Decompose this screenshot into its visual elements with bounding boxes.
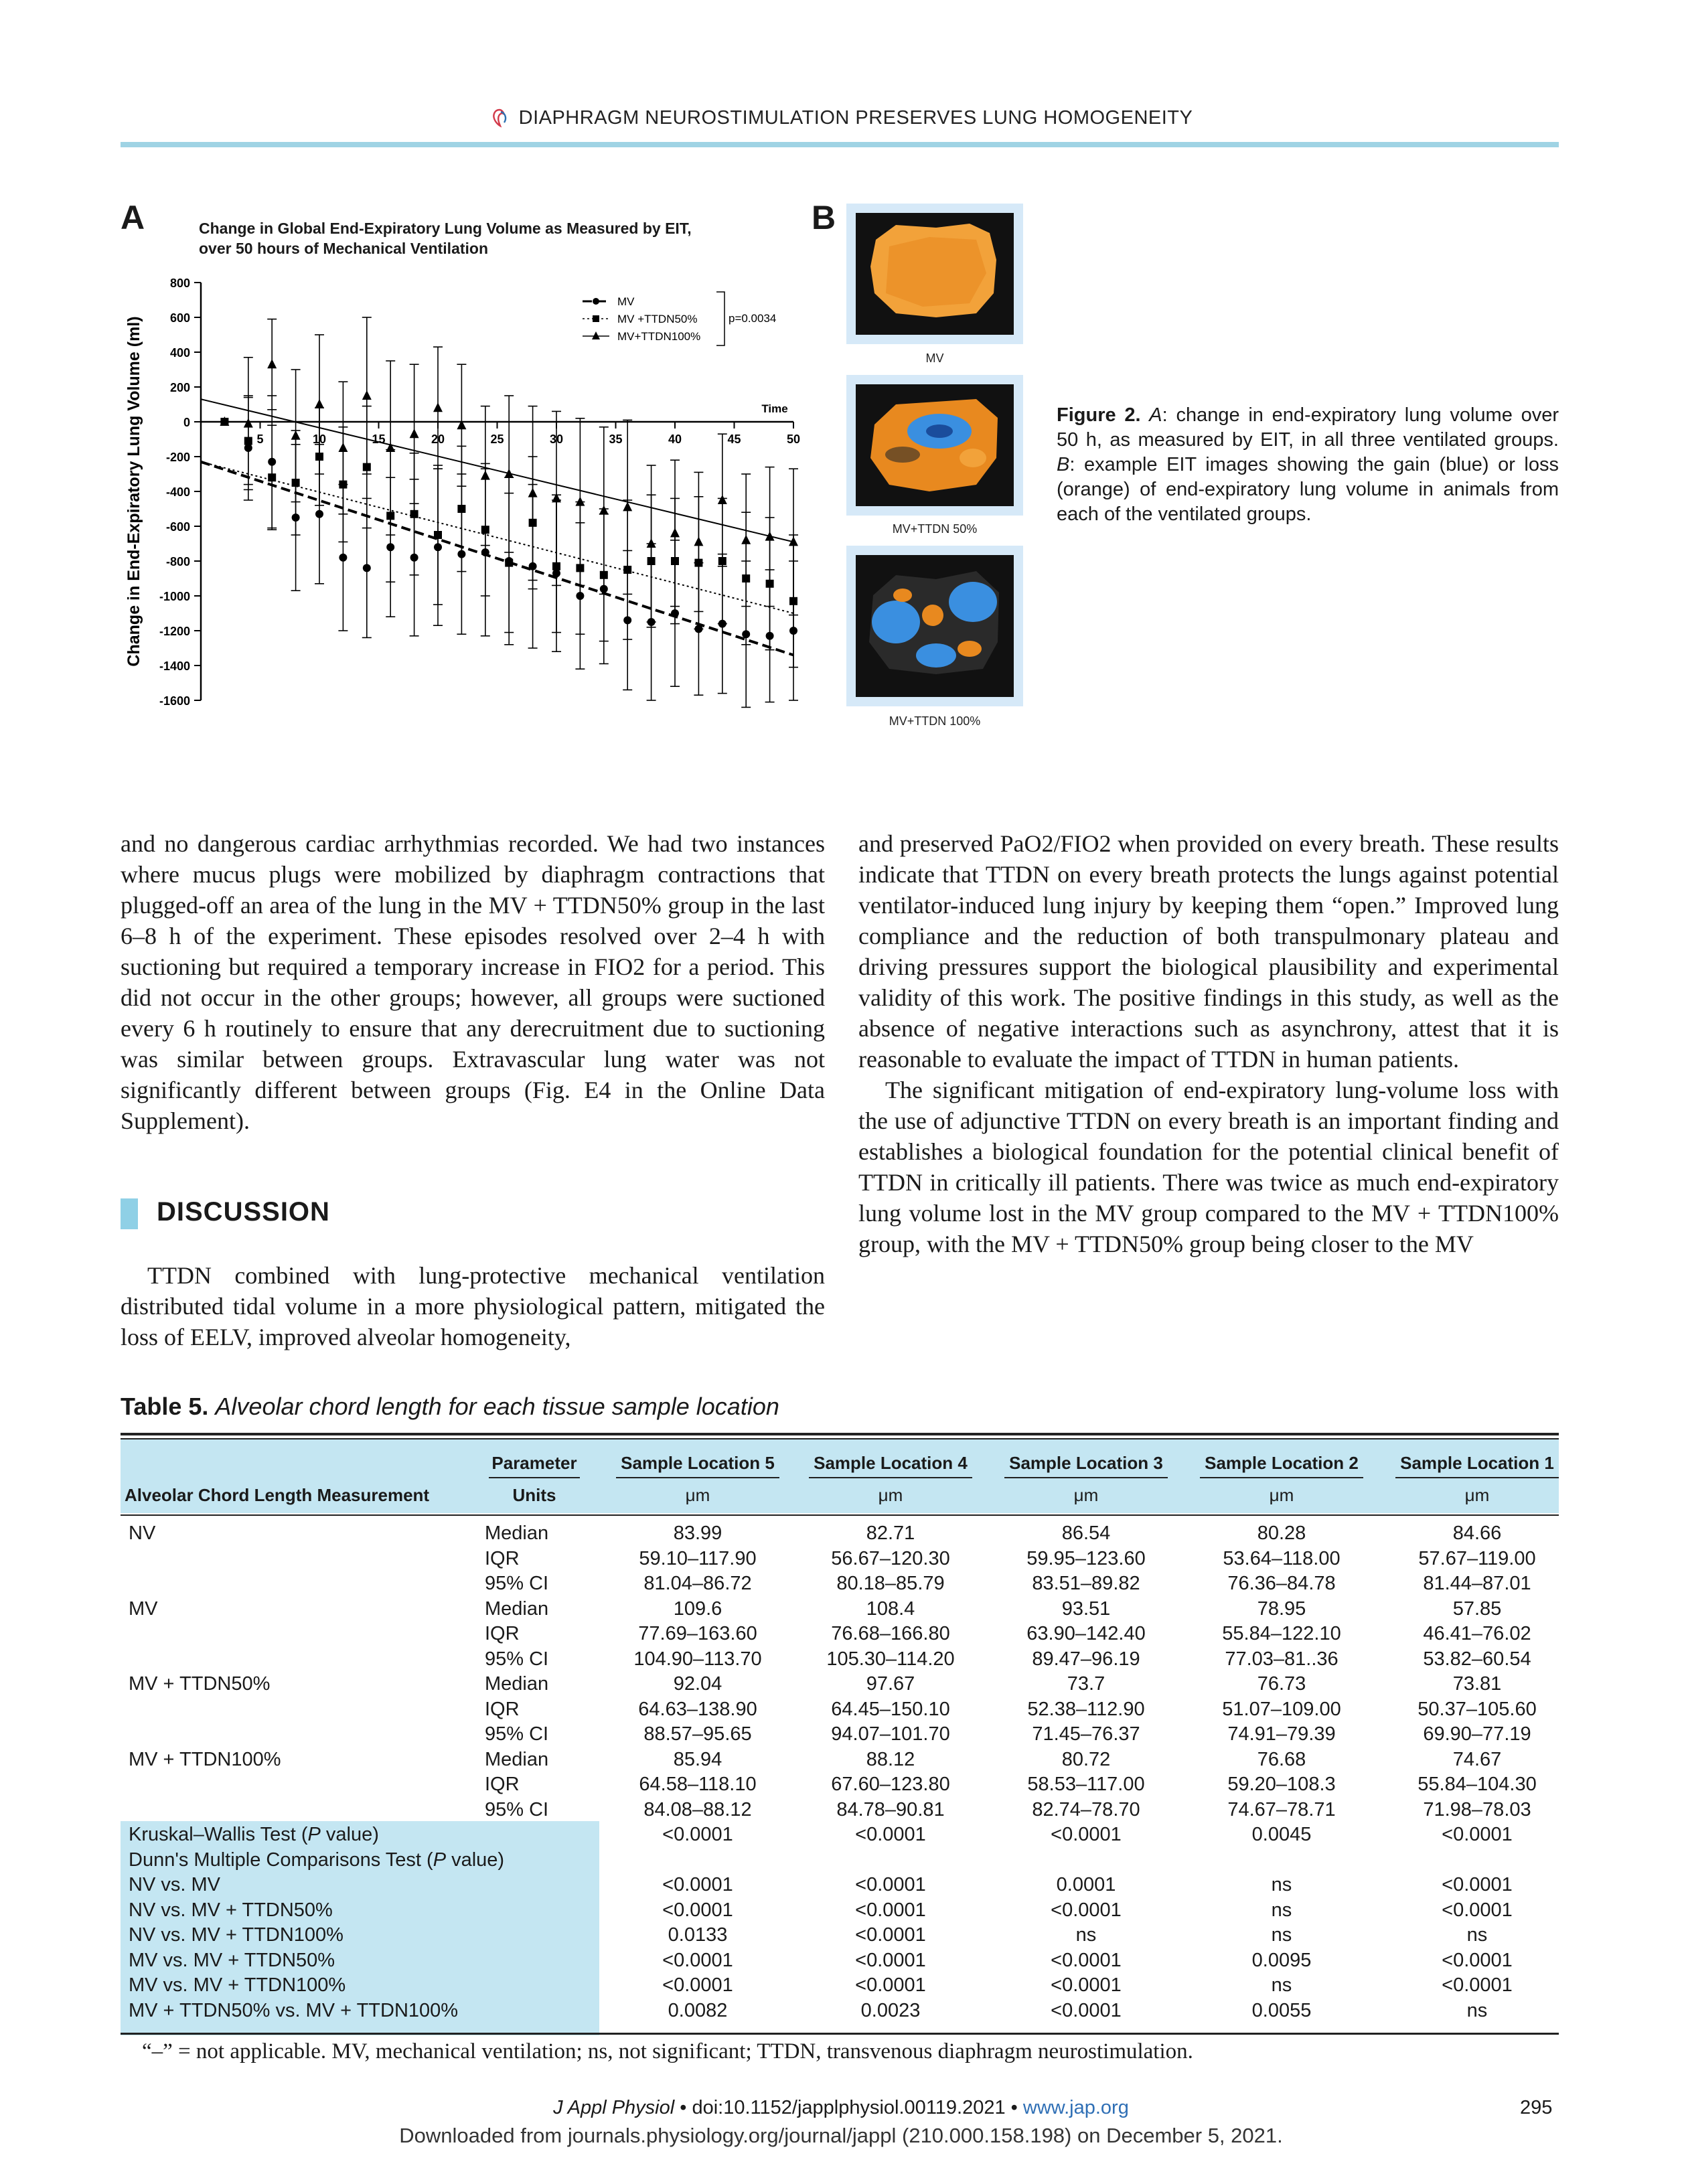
table-cell: 84.78–90.81 xyxy=(836,1798,945,1820)
data-point-square xyxy=(457,505,465,513)
table-cell: <0.0001 xyxy=(662,1899,733,1921)
table-cell: 76.36–84.78 xyxy=(1227,1573,1336,1594)
table-cell: <0.0001 xyxy=(662,1874,733,1895)
y-tick-label: -1600 xyxy=(159,694,190,708)
table-cell: 58.53–117.00 xyxy=(1027,1774,1145,1795)
table-cell: 84.08–88.12 xyxy=(643,1798,752,1820)
table-cell: <0.0001 xyxy=(1051,1899,1122,1921)
table-cell: <0.0001 xyxy=(662,1974,733,1996)
column-header-underline xyxy=(809,1477,972,1478)
table-cell: <0.0001 xyxy=(662,1824,733,1845)
table-cell: 105.30–114.20 xyxy=(826,1648,955,1670)
table-cell: 0.0082 xyxy=(668,1999,728,2021)
table-cell: 108.4 xyxy=(866,1597,915,1620)
table-cell: 67.60–123.80 xyxy=(831,1774,950,1795)
data-point-triangle xyxy=(433,402,443,412)
caption-a-letter: A xyxy=(1149,404,1162,426)
data-point-square xyxy=(505,559,513,567)
table-cell: ns xyxy=(1075,1924,1097,1946)
chart-title-line-1: Change in Global End-Expiratory Lung Volume as Measured by EIT, xyxy=(199,220,692,237)
column-header: Sample Location 5 xyxy=(621,1453,775,1473)
x-tick-label: 45 xyxy=(727,433,741,446)
table-cell: 77.03–81..36 xyxy=(1225,1648,1339,1670)
table-cell: 71.98–78.03 xyxy=(1423,1798,1531,1820)
body-left-column-lower xyxy=(121,1260,825,1352)
caption-b-letter: B xyxy=(1057,454,1070,475)
data-point-triangle xyxy=(575,497,585,506)
table-cell: 76.68–166.80 xyxy=(831,1623,950,1644)
group-label: MV xyxy=(129,1597,158,1620)
table-cell: <0.0001 xyxy=(1442,1874,1513,1895)
data-point-square xyxy=(410,510,418,518)
y-tick-label: -600 xyxy=(165,520,190,534)
parameter-label: IQR xyxy=(485,1547,520,1569)
table-cell: 93.51 xyxy=(1061,1597,1111,1620)
table-cell: <0.0001 xyxy=(1442,1949,1513,1971)
table-cell: 104.90–113.70 xyxy=(633,1648,762,1670)
section-heading: DISCUSSION xyxy=(157,1197,330,1227)
body-paragraph: The significant mitigation of end-expiratory lung-volume loss with the use of adjunctive TTDN on every breath is an important finding and establishes a biological foundation for the potential clinical benefit of TTDN in critically ill patients. There was twice as much end-expiratory lung volume lost in the MV group compared to the MV + TTDN100% group, with the MV + TTDN50% group being closer to the MV xyxy=(858,1077,1559,1257)
data-point-triangle xyxy=(244,418,253,428)
column-header: Sample Location 3 xyxy=(1009,1453,1163,1473)
trend-line-2 xyxy=(201,399,793,542)
table-cell: 0.0133 xyxy=(668,1924,728,1946)
doi-text: • doi:10.1152/japplphysiol.00119.2021 • xyxy=(674,2097,1023,2118)
y-tick-label: 200 xyxy=(169,381,190,394)
comparison-label: NV vs. MV + TTDN50% xyxy=(129,1899,333,1921)
page-footer xyxy=(0,2097,1682,2119)
x-tick-label: 10 xyxy=(312,433,327,446)
column-unit: μm xyxy=(1269,1485,1294,1505)
download-notice: Downloaded from journals.physiology.org/journal/jappl (210.000.158.198) on December 5, 2021. xyxy=(399,2124,1283,2147)
body-left-column xyxy=(121,828,825,1136)
p-value-annotation: p=0.0034 xyxy=(729,312,777,325)
table-cell: 81.44–87.01 xyxy=(1423,1573,1531,1594)
table-label: Table 5. xyxy=(121,1393,209,1420)
y-tick-label: -1400 xyxy=(159,659,190,673)
table-cell: 74.67 xyxy=(1452,1748,1502,1770)
table-cell: 46.41–76.02 xyxy=(1423,1623,1531,1644)
table-cell: 76.73 xyxy=(1257,1673,1306,1695)
data-point-square xyxy=(434,531,442,539)
header-rule xyxy=(121,142,1559,147)
table-cell: 56.67–120.30 xyxy=(831,1547,950,1569)
y-tick-label: -400 xyxy=(165,485,190,499)
table-cell: 59.10–117.90 xyxy=(639,1547,757,1569)
caption-b-text: : example EIT images showing the gain (blue) or loss (orange) of end-expiratory lung volume in animals from each of the ventilated groups. xyxy=(1057,454,1559,525)
comparison-label: NV vs. MV + TTDN100% xyxy=(129,1924,343,1946)
y-axis-label: Change in End-Expiratory Lung Volume (ml) xyxy=(125,316,143,667)
table-cell: 80.72 xyxy=(1061,1748,1111,1770)
data-point-triangle xyxy=(647,538,656,548)
legend-entry: MV +TTDN50% xyxy=(617,313,698,325)
eit-image-ttdn100 xyxy=(846,546,1023,706)
table-cell: 50.37–105.60 xyxy=(1418,1698,1537,1720)
table-cell: 55.84–104.30 xyxy=(1418,1774,1537,1795)
y-tick-label: -1000 xyxy=(159,590,190,603)
table-cell: 88.12 xyxy=(866,1748,915,1770)
parameter-label: 95% CI xyxy=(485,1723,549,1745)
panel-b-letter: B xyxy=(812,199,836,236)
data-point-triangle xyxy=(315,399,324,408)
table-cell: 74.67–78.71 xyxy=(1227,1798,1336,1820)
row-header: Alveolar Chord Length Measurement xyxy=(125,1485,430,1505)
table-cell: 53.64–118.00 xyxy=(1223,1547,1341,1569)
parameter-label: 95% CI xyxy=(485,1798,549,1820)
table-cell: 83.51–89.82 xyxy=(1032,1573,1140,1594)
data-point-triangle xyxy=(599,505,609,515)
eit-image-mv xyxy=(846,204,1023,344)
journal-url-link[interactable]: www.jap.org xyxy=(1022,2097,1129,2118)
chart-title xyxy=(199,218,868,258)
data-point-square xyxy=(268,473,276,481)
data-point-triangle xyxy=(362,390,372,400)
table-cell: 86.54 xyxy=(1061,1523,1111,1544)
table-title xyxy=(121,1393,779,1421)
x-tick-label: 50 xyxy=(786,433,801,446)
column-header-underline xyxy=(1395,1477,1559,1478)
table-caption: Alveolar chord length for each tissue sample location xyxy=(215,1393,779,1420)
running-head-text: DIAPHRAGM NEUROSTIMULATION PRESERVES LUNG HOMOGENEITY xyxy=(518,107,1193,129)
data-point-circle xyxy=(363,564,371,572)
x-tick-label: 35 xyxy=(609,433,623,446)
column-header: Sample Location 1 xyxy=(1400,1453,1554,1473)
table-cell: 71.45–76.37 xyxy=(1032,1723,1140,1745)
eit-caption-ttdn100: MV+TTDN 100% xyxy=(889,714,981,728)
eit-lung-image-icon xyxy=(856,384,1014,506)
x-tick-label: 5 xyxy=(256,433,264,446)
data-point-triangle xyxy=(718,495,727,504)
data-point-triangle xyxy=(410,428,419,438)
table-cell: <0.0001 xyxy=(1051,1974,1122,1996)
table-cell: 53.82–60.54 xyxy=(1423,1648,1531,1670)
eit-caption-ttdn50: MV+TTDN 50% xyxy=(892,522,978,536)
table-cell: ns xyxy=(1466,1924,1488,1946)
body-paragraph: TTDN combined with lung-protective mechanical ventilation distributed tidal volume in a more physiological pattern, mitigated the loss of EELV, improved alveolar homogeneity, xyxy=(121,1262,825,1350)
x-tick-label: 15 xyxy=(372,433,386,446)
y-tick-label: 800 xyxy=(169,277,190,290)
table-cell: 64.63–138.90 xyxy=(638,1698,757,1720)
parameter-label: Median xyxy=(485,1748,549,1770)
caption-a-text: : change in end-expiratory lung volume over 50 h, as measured by EIT, in all three ventilated groups. xyxy=(1057,404,1559,451)
table-cell: <0.0001 xyxy=(662,1949,733,1971)
legend-entry: MV+TTDN100% xyxy=(617,330,701,343)
eit-lung-image-icon xyxy=(856,555,1014,697)
table-cell: 92.04 xyxy=(673,1673,722,1695)
table-cell: <0.0001 xyxy=(1051,1824,1122,1845)
figure-label: Figure 2. xyxy=(1057,404,1141,426)
section-marker xyxy=(121,1198,138,1229)
comparison-label: MV + TTDN50% vs. MV + TTDN100% xyxy=(129,1999,459,2021)
eit-caption-mv: MV xyxy=(925,352,944,365)
column-unit: μm xyxy=(685,1485,710,1505)
y-tick-label: -200 xyxy=(165,451,190,464)
table-cell: 84.66 xyxy=(1452,1523,1502,1544)
param-header-underline xyxy=(489,1477,580,1478)
table-cell: 76.68 xyxy=(1257,1748,1306,1770)
table-cell: 82.71 xyxy=(866,1523,915,1544)
group-label: NV xyxy=(129,1523,156,1544)
y-tick-label: 600 xyxy=(169,311,190,325)
y-tick-label: 400 xyxy=(169,346,190,360)
table-cell: ns xyxy=(1466,1999,1488,2021)
units-header: Units xyxy=(512,1485,556,1505)
table-cell: <0.0001 xyxy=(1442,1974,1513,1996)
eit-lung-image-icon xyxy=(856,213,1014,335)
table-cell: 88.57–95.65 xyxy=(643,1723,752,1745)
table-cell: 97.67 xyxy=(866,1673,915,1695)
data-point-triangle xyxy=(670,528,680,537)
table-cell: 0.0055 xyxy=(1251,1999,1312,2021)
group-label: MV + TTDN50% xyxy=(129,1673,271,1695)
column-header-underline xyxy=(1004,1477,1168,1478)
parameter-label: Median xyxy=(485,1523,549,1544)
table-cell: ns xyxy=(1271,1974,1292,1996)
data-point-triangle xyxy=(504,469,514,478)
table-cell: <0.0001 xyxy=(1051,1949,1122,1971)
parameter-label: IQR xyxy=(485,1698,520,1720)
column-header-underline xyxy=(1200,1477,1363,1478)
table-cell: <0.0001 xyxy=(855,1949,926,1971)
table-cell: <0.0001 xyxy=(855,1924,926,1946)
body-right-column xyxy=(858,828,1559,1259)
table-cell: 89.47–96.19 xyxy=(1032,1648,1140,1670)
table-cell: <0.0001 xyxy=(1051,1999,1122,2021)
comparison-label: NV vs. MV xyxy=(129,1874,220,1895)
panel-a-letter: A xyxy=(121,199,145,236)
table-header-rule xyxy=(121,1514,1559,1516)
figure-caption xyxy=(1057,403,1559,527)
column-unit: μm xyxy=(1073,1485,1099,1505)
table-cell: 0.0045 xyxy=(1251,1824,1312,1845)
column-header-underline xyxy=(616,1477,779,1478)
y-tick-label: 0 xyxy=(183,416,190,429)
table-cell: 73.81 xyxy=(1452,1673,1502,1695)
table-cell: 0.0095 xyxy=(1251,1949,1312,1971)
journal-logo-icon xyxy=(489,108,510,128)
column-header: Sample Location 2 xyxy=(1205,1453,1359,1473)
parameter-label: 95% CI xyxy=(485,1648,549,1670)
table-cell: 0.0001 xyxy=(1056,1874,1116,1895)
data-point-triangle xyxy=(267,359,277,368)
table-cell: <0.0001 xyxy=(855,1824,926,1845)
table-cell: 85.94 xyxy=(673,1748,722,1770)
table-cell: 59.95–123.60 xyxy=(1026,1547,1146,1569)
x-axis-label: Time xyxy=(761,402,788,415)
table-cell: 73.7 xyxy=(1067,1673,1105,1695)
page-number: 295 xyxy=(1520,2097,1553,2118)
legend-marker xyxy=(593,315,599,322)
data-point-triangle xyxy=(338,443,348,452)
table-cell: 78.95 xyxy=(1257,1597,1306,1620)
parameter-label: Median xyxy=(485,1597,549,1620)
legend-marker xyxy=(593,298,599,305)
table-cell: 64.58–118.10 xyxy=(639,1774,757,1795)
parameter-label: IQR xyxy=(485,1774,520,1795)
table-cell: 57.85 xyxy=(1452,1597,1502,1620)
table-cell: 81.04–86.72 xyxy=(643,1573,752,1594)
legend-bracket xyxy=(716,292,724,345)
column-unit: μm xyxy=(1464,1485,1490,1505)
chart-title-line-2: over 50 hours of Mechanical Ventilation xyxy=(199,240,489,257)
table-cell: 63.90–142.40 xyxy=(1026,1623,1146,1644)
table-cell: 77.69–163.60 xyxy=(638,1623,757,1644)
comparison-label: MV vs. MV + TTDN50% xyxy=(129,1949,335,1971)
running-head xyxy=(0,107,1682,129)
table-cell: 64.45–150.10 xyxy=(831,1698,950,1720)
table-cell: <0.0001 xyxy=(855,1874,926,1895)
table-cell: ns xyxy=(1271,1899,1292,1921)
table-cell: 80.28 xyxy=(1257,1523,1306,1544)
table-cell: <0.0001 xyxy=(1442,1824,1513,1845)
data-point-circle xyxy=(339,554,347,562)
table-cell: 94.07–101.70 xyxy=(831,1723,950,1745)
table-cell: 55.84–122.10 xyxy=(1222,1623,1341,1644)
eit-image-ttdn50 xyxy=(846,375,1023,516)
table-cell: 52.38–112.90 xyxy=(1027,1698,1145,1720)
kruskal-label: Kruskal–Wallis Test (P value) xyxy=(129,1824,379,1845)
trend-line-1 xyxy=(201,462,793,613)
param-header: Parameter xyxy=(491,1453,577,1473)
table-cell: 80.18–85.79 xyxy=(836,1573,945,1594)
table-cell: ns xyxy=(1271,1874,1292,1895)
table-bottom-rule xyxy=(121,2033,1559,2035)
table-cell: 83.99 xyxy=(673,1523,722,1544)
x-tick-label: 30 xyxy=(549,433,564,446)
table-cell: 82.74–78.70 xyxy=(1032,1798,1140,1820)
table-cell: 57.67–119.00 xyxy=(1418,1547,1536,1569)
x-tick-label: 20 xyxy=(431,433,445,446)
table-cell: 69.90–77.19 xyxy=(1423,1723,1531,1745)
data-point-triangle xyxy=(741,535,751,544)
table-cell: ns xyxy=(1271,1924,1292,1946)
table-cell: <0.0001 xyxy=(855,1899,926,1921)
data-point-triangle xyxy=(481,471,490,480)
body-paragraph: and no dangerous cardiac arrhythmias recorded. We had two instances where mucus plugs were mobilized by diaphragm contractions that plugged-off an area of the lung in the MV + TTDN50% group in the last 6–8 h of the experiment. These episodes resolved over 2–4 h with suctioning but required a temporary increase in FIO2 for a period. This did not occur in the other groups; however, all groups were suctioned every 6 h routinely to ensure that any derecruitment due to suctioning was similar between groups. Extravascular lung water was not significantly different between groups (Fig. E4 in the Online Data Supplement). xyxy=(121,830,825,1134)
table-cell: <0.0001 xyxy=(855,1974,926,1996)
column-header: Sample Location 4 xyxy=(814,1453,968,1473)
column-unit: μm xyxy=(878,1485,903,1505)
parameter-label: 95% CI xyxy=(485,1573,549,1594)
y-tick-label: -800 xyxy=(165,555,190,568)
legend-entry: MV xyxy=(617,295,635,308)
x-tick-label: 40 xyxy=(668,433,682,446)
trend-line-0 xyxy=(201,462,793,655)
legend-marker xyxy=(592,331,600,339)
data-point-circle xyxy=(315,510,323,518)
table-cell: <0.0001 xyxy=(1442,1899,1513,1921)
table-cell: 109.6 xyxy=(673,1597,722,1620)
parameter-label: IQR xyxy=(485,1623,520,1644)
parameter-label: Median xyxy=(485,1673,549,1695)
table-cell: 51.07–109.00 xyxy=(1222,1698,1341,1720)
y-tick-label: -1200 xyxy=(159,625,190,638)
table-cell: 0.0023 xyxy=(860,1999,921,2021)
table-top-rule-inner xyxy=(121,1438,1559,1439)
dunn-label: Dunn's Multiple Comparisons Test (P value) xyxy=(129,1849,505,1871)
comparison-label: MV vs. MV + TTDN100% xyxy=(129,1974,346,1996)
data-point-triangle xyxy=(291,431,301,440)
group-label: MV + TTDN100% xyxy=(129,1748,281,1770)
table-cell: 59.20–108.3 xyxy=(1227,1774,1336,1795)
data-point-triangle xyxy=(528,488,538,497)
data-point-triangle xyxy=(694,536,703,546)
journal-name: J Appl Physiol xyxy=(553,2097,675,2118)
eelv-chart xyxy=(114,268,824,736)
x-tick-label: 25 xyxy=(490,433,504,446)
table-cell: 74.91–79.39 xyxy=(1227,1723,1336,1745)
table-top-rule xyxy=(121,1433,1559,1435)
table-footnote: “–” = not applicable. MV, mechanical ventilation; ns, not significant; TTDN, transvenous diaphragm neurostimulation. xyxy=(142,2039,1193,2063)
body-paragraph: and preserved PaO2/FIO2 when provided on every breath. These results indicate that TTDN on every breath protects the lungs against potential ventilator-induced lung injury by keeping them “open.” Improved lung compliance and the reduction of both transpulmonary plateau and driving pressures support the biological plausibility and experimental validity of this work. The positive findings in this study, as well as the absence of negative interactions such as asynchrony, attest that it is reasonable to evaluate the impact of TTDN in human patients. xyxy=(858,830,1559,1073)
